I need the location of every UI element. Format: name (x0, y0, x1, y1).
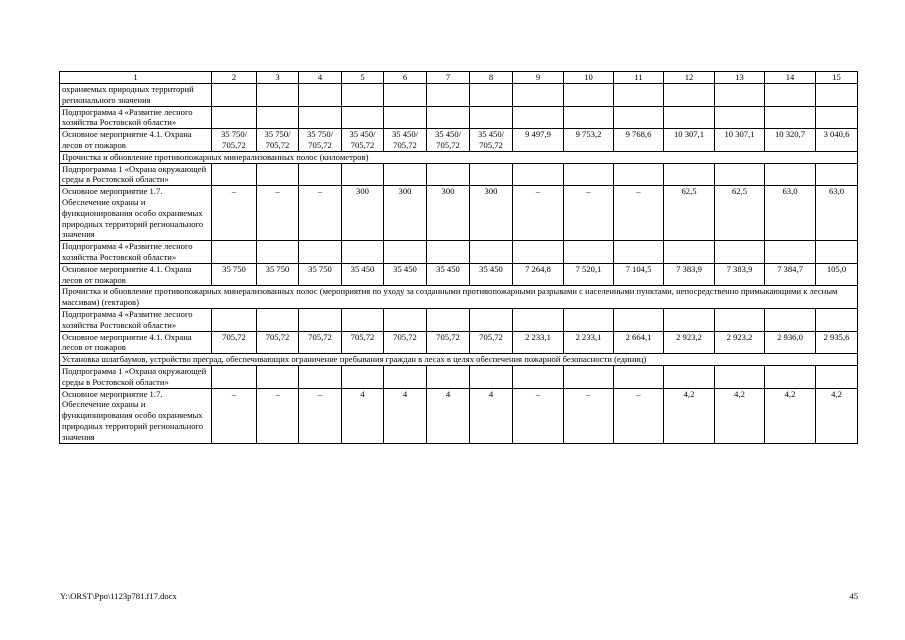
table-cell: 4,2 (765, 388, 816, 443)
table-cell (342, 308, 384, 331)
table-cell (816, 365, 858, 388)
table-cell (470, 365, 513, 388)
table-cell (427, 308, 470, 331)
section-row (60, 151, 858, 163)
table-cell (342, 84, 384, 107)
table-cell: 4 (384, 388, 427, 443)
table-cell (427, 84, 470, 107)
table-cell (342, 163, 384, 186)
table-cell (664, 308, 715, 331)
table-cell (816, 163, 858, 186)
column-header: 10 (564, 72, 614, 84)
table-cell: 705,72 (212, 331, 257, 354)
table-cell (513, 308, 564, 331)
table-cell: 35 450 (384, 263, 427, 286)
table-cell (384, 365, 427, 388)
column-header: 12 (664, 72, 715, 84)
column-header: 11 (614, 72, 664, 84)
table-cell: 7 264,8 (513, 263, 564, 286)
table-row (60, 186, 858, 241)
table-cell: – (614, 186, 664, 241)
table-cell (715, 163, 765, 186)
table-row (60, 106, 858, 129)
table-cell (384, 308, 427, 331)
table-cell: 300 (470, 186, 513, 241)
row-label: Подпрограмма 1 «Охрана окружающей среды в Ростовской области» (60, 163, 212, 186)
table-cell (765, 106, 816, 129)
table-cell: 10 320,7 (765, 129, 816, 152)
table-cell (470, 163, 513, 186)
table-cell (212, 106, 257, 129)
table-cell (470, 308, 513, 331)
table-cell: 2 936,0 (765, 331, 816, 354)
column-header: 13 (715, 72, 765, 84)
table-cell: – (564, 388, 614, 443)
table-cell: 300 (342, 186, 384, 241)
table-cell (257, 365, 299, 388)
table-cell: 63,0 (816, 186, 858, 241)
table-cell: 7 384,7 (765, 263, 816, 286)
table-cell (212, 365, 257, 388)
section-title: Прочистка и обновление противопожарных минерализованных полос (мероприятия по уходу за созданными противопожарными разрывами с населенными пунктами, непосредственно примыкающими к лесным массивам) (гектаров) (60, 286, 858, 309)
table-cell (342, 106, 384, 129)
table-cell: – (513, 186, 564, 241)
table-cell: 2 664,1 (614, 331, 664, 354)
table-cell (564, 106, 614, 129)
table-cell (614, 308, 664, 331)
row-label: Основное мероприятие 1.7. Обеспечение охраны и функционирования особо охраняемых природных территорий регионального значения (60, 186, 212, 241)
table-cell: 705,72 (384, 331, 427, 354)
table-cell: 35 450 (470, 263, 513, 286)
table-cell: 4,2 (816, 388, 858, 443)
table-row (60, 388, 858, 443)
table-row (60, 331, 858, 354)
table-cell (513, 365, 564, 388)
table-row (60, 241, 858, 264)
table-cell (257, 106, 299, 129)
table-cell (212, 241, 257, 264)
row-label: Основное мероприятие 4.1. Охрана лесов от пожаров (60, 331, 212, 354)
column-header: 2 (212, 72, 257, 84)
table-cell: 35 450/ 705,72 (342, 129, 384, 152)
table-cell (212, 84, 257, 107)
table-cell: 10 307,1 (715, 129, 765, 152)
header-row (60, 72, 858, 84)
row-label: Подпрограмма 1 «Охрана окружающей среды в Ростовской области» (60, 365, 212, 388)
table-cell (384, 241, 427, 264)
table-cell: 2 233,1 (564, 331, 614, 354)
table-cell (257, 308, 299, 331)
table-cell: 7 383,9 (664, 263, 715, 286)
table-cell (513, 106, 564, 129)
table-cell: 63,0 (765, 186, 816, 241)
table-cell (715, 241, 765, 264)
table-cell (715, 308, 765, 331)
column-header: 6 (384, 72, 427, 84)
table-row (60, 129, 858, 152)
row-label: Основное мероприятие 1.7. Обеспечение охраны и функционирования особо охраняемых природных территорий регионального значения (60, 388, 212, 443)
table-cell (299, 106, 342, 129)
table-cell (816, 241, 858, 264)
table-cell (765, 365, 816, 388)
table-cell (664, 84, 715, 107)
table-cell: 4 (427, 388, 470, 443)
table-cell (427, 163, 470, 186)
table-cell: 7 520,1 (564, 263, 614, 286)
table-cell: 300 (427, 186, 470, 241)
table-cell: 705,72 (342, 331, 384, 354)
table-cell: 300 (384, 186, 427, 241)
table-cell: 35 450/ 705,72 (427, 129, 470, 152)
table-cell (427, 365, 470, 388)
table-cell: 3 040,6 (816, 129, 858, 152)
table-cell (614, 106, 664, 129)
table-cell (816, 84, 858, 107)
table-cell (257, 241, 299, 264)
table-cell: 62,5 (715, 186, 765, 241)
footer-file-path: Y:\ORST\Ppo\1123p781.f17.docx (60, 591, 177, 601)
table-cell (299, 163, 342, 186)
table-cell: 705,72 (299, 331, 342, 354)
section-row (60, 354, 858, 366)
section-title: Прочистка и обновление противопожарных минерализованных полос (километров) (60, 151, 858, 163)
table-cell (513, 163, 564, 186)
table-cell (715, 84, 765, 107)
column-header: 4 (299, 72, 342, 84)
table-cell: 9 497,9 (513, 129, 564, 152)
table-cell (342, 241, 384, 264)
table-cell: 62,5 (664, 186, 715, 241)
table-cell: 705,72 (470, 331, 513, 354)
table-cell: 35 750/ 705,72 (212, 129, 257, 152)
table-cell: 35 750 (212, 263, 257, 286)
row-label: охраняемых природных территорий регионального значения (60, 84, 212, 107)
row-label: Основное мероприятие 4.1. Охрана лесов от пожаров (60, 263, 212, 286)
table-cell: – (614, 388, 664, 443)
table-cell (614, 241, 664, 264)
footer-page-number: 45 (849, 591, 858, 601)
table-cell: 2 935,6 (816, 331, 858, 354)
table-cell (664, 241, 715, 264)
table-cell (384, 163, 427, 186)
table-cell: 35 450/ 705,72 (384, 129, 427, 152)
table-cell (299, 241, 342, 264)
table-cell (427, 106, 470, 129)
table-cell (212, 308, 257, 331)
table-cell (614, 84, 664, 107)
table-cell (257, 84, 299, 107)
table-cell (299, 84, 342, 107)
section-row (60, 286, 858, 309)
table-cell (470, 241, 513, 264)
table-cell (470, 84, 513, 107)
table-cell (342, 365, 384, 388)
table-cell: 4 (470, 388, 513, 443)
row-label: Подпрограмма 4 «Развитие лесного хозяйства Ростовской области» (60, 106, 212, 129)
column-header: 8 (470, 72, 513, 84)
section-title: Установка шлагбаумов, устройство преград, обеспечивающих ограничение пребывания граждан в лесах в целях обеспечения пожарной безопасности (единиц) (60, 354, 858, 366)
table-cell (564, 308, 614, 331)
table-cell (257, 163, 299, 186)
table-cell (470, 106, 513, 129)
table-cell: – (212, 388, 257, 443)
table-cell (513, 84, 564, 107)
table-cell (816, 106, 858, 129)
column-header: 14 (765, 72, 816, 84)
table-cell (765, 84, 816, 107)
table-cell: 4 (342, 388, 384, 443)
column-header: 15 (816, 72, 858, 84)
table-row (60, 365, 858, 388)
table-cell: 9 753,2 (564, 129, 614, 152)
table-cell (614, 365, 664, 388)
column-header: 7 (427, 72, 470, 84)
table-cell (513, 241, 564, 264)
table-cell: 705,72 (427, 331, 470, 354)
table-cell: 2 233,1 (513, 331, 564, 354)
table-cell: 35 750/ 705,72 (299, 129, 342, 152)
table-cell (384, 84, 427, 107)
table-cell (664, 163, 715, 186)
table-cell: 35 450 (427, 263, 470, 286)
table-cell (765, 241, 816, 264)
table-cell (564, 163, 614, 186)
table-cell: 35 750 (257, 263, 299, 286)
table-cell (299, 308, 342, 331)
table-cell (664, 365, 715, 388)
table-cell (564, 84, 614, 107)
table-cell (564, 241, 614, 264)
table-cell (614, 163, 664, 186)
table-cell (564, 365, 614, 388)
table-row (60, 308, 858, 331)
table-cell: 7 383,9 (715, 263, 765, 286)
data-table (59, 71, 858, 444)
table-cell: 705,72 (257, 331, 299, 354)
table-cell: – (257, 186, 299, 241)
column-header: 9 (513, 72, 564, 84)
table-cell (664, 106, 715, 129)
table-cell (715, 106, 765, 129)
table-cell (299, 365, 342, 388)
table-cell: 10 307,1 (664, 129, 715, 152)
table-cell: – (257, 388, 299, 443)
table-cell: 35 450/ 705,72 (470, 129, 513, 152)
table-cell (816, 308, 858, 331)
table-cell (765, 163, 816, 186)
table-cell: 105,0 (816, 263, 858, 286)
table-cell: 2 923,2 (664, 331, 715, 354)
table-cell: – (299, 186, 342, 241)
column-header: 1 (60, 72, 212, 84)
table-cell: 2 923,2 (715, 331, 765, 354)
table-cell: 9 768,6 (614, 129, 664, 152)
row-label: Основное мероприятие 4.1. Охрана лесов от пожаров (60, 129, 212, 152)
table-cell: 4,2 (664, 388, 715, 443)
row-label: Подпрограмма 4 «Развитие лесного хозяйства Ростовской области» (60, 308, 212, 331)
table-cell: 7 104,5 (614, 263, 664, 286)
table-cell: 35 750/ 705,72 (257, 129, 299, 152)
table-cell: – (564, 186, 614, 241)
table-cell: – (299, 388, 342, 443)
table-cell (427, 241, 470, 264)
table-cell: 35 450 (342, 263, 384, 286)
table-cell (384, 106, 427, 129)
table-cell: – (212, 186, 257, 241)
column-header: 5 (342, 72, 384, 84)
table-cell (765, 308, 816, 331)
table-row (60, 84, 858, 107)
table-cell: – (513, 388, 564, 443)
table-cell: 4,2 (715, 388, 765, 443)
table-cell (212, 163, 257, 186)
table-row (60, 163, 858, 186)
column-header: 3 (257, 72, 299, 84)
row-label: Подпрограмма 4 «Развитие лесного хозяйства Ростовской области» (60, 241, 212, 264)
table-row (60, 263, 858, 286)
table-cell: 35 750 (299, 263, 342, 286)
table-cell (715, 365, 765, 388)
